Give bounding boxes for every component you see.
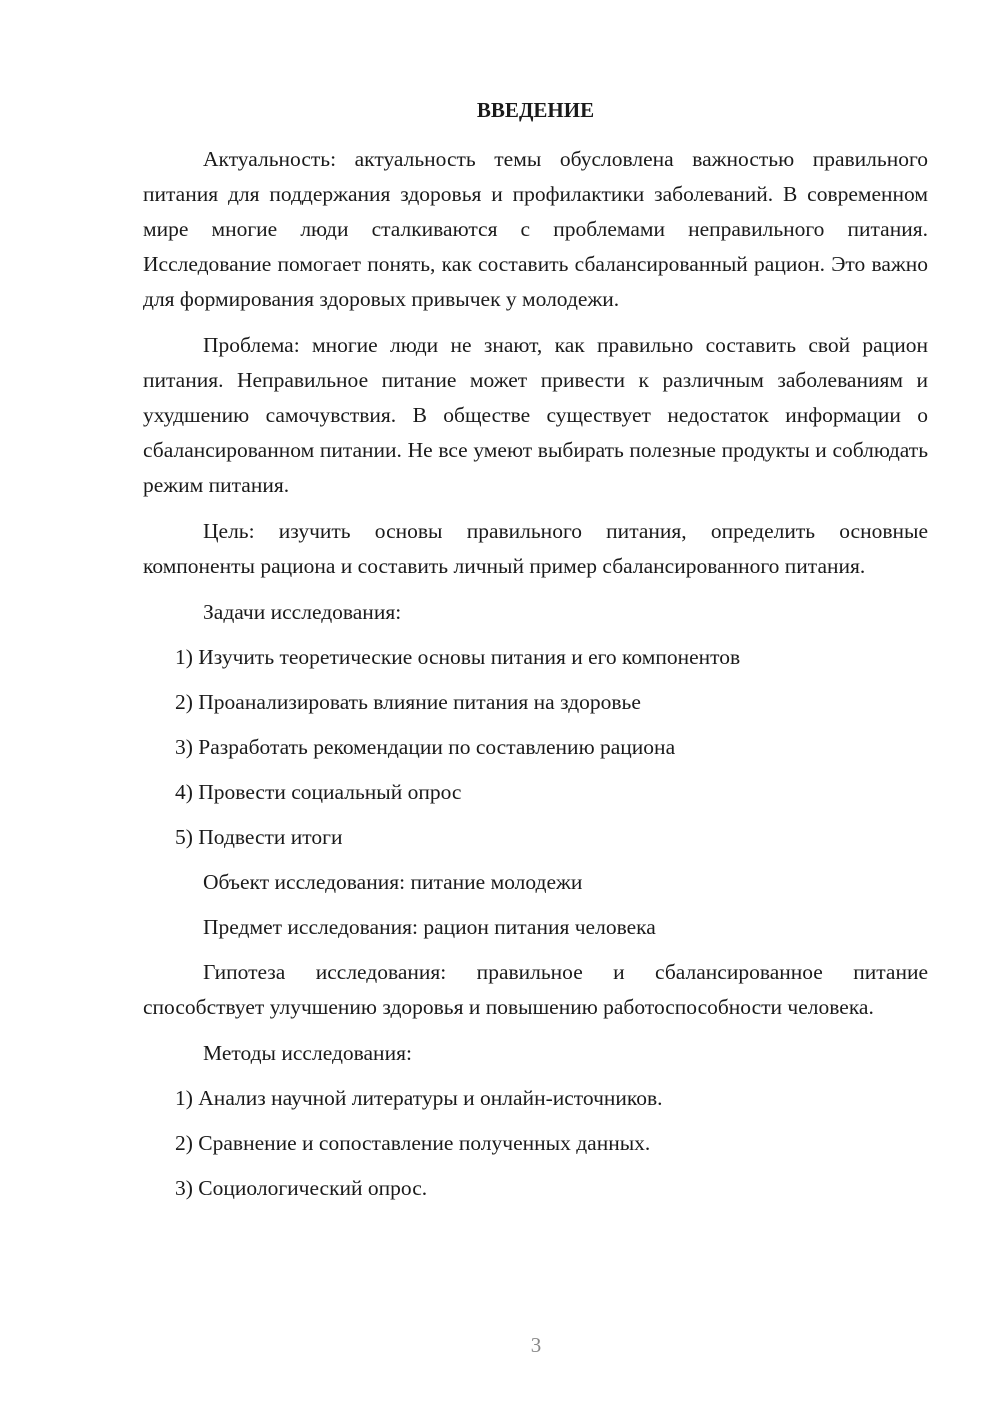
methods-list xyxy=(143,1081,928,1206)
tasks-list xyxy=(143,640,928,855)
method-item: 2) Сравнение и сопоставление полученных данных. xyxy=(175,1131,651,1155)
task-item: 4) Провести социальный опрос xyxy=(175,780,462,804)
research-subject: Предмет исследования: рацион питания человека xyxy=(203,915,656,939)
task-item: 5) Подвести итоги xyxy=(175,825,343,849)
task-item: 2) Проанализировать влияние питания на здоровье xyxy=(175,690,641,714)
methods-heading: Методы исследования: xyxy=(203,1041,412,1065)
goal-paragraph: Цель: изучить основы правильного питания, определить основные компоненты рациона и составить личный пример сбалансированного питания. xyxy=(143,519,928,578)
task-item: 1) Изучить теоретические основы питания и его компонентов xyxy=(175,645,741,669)
hypothesis-paragraph: Гипотеза исследования: правильное и сбалансированное питание способствует улучшению здоровья и повышению работоспособности человека. xyxy=(143,960,928,1019)
document-page xyxy=(143,96,928,1216)
research-object: Объект исследования: питание молодежи xyxy=(203,870,583,894)
method-item: 1) Анализ научной литературы и онлайн-источников. xyxy=(175,1086,663,1110)
page-number: 3 xyxy=(530,1333,542,1357)
tasks-heading: Задачи исследования: xyxy=(203,600,402,624)
relevance-paragraph: Актуальность: актуальность темы обусловлена важностью правильного питания для поддержания здоровья и профилактики заболеваний. В современном мире многие люди сталкиваются с проблемами неправильного питания. Исследование помогает понять, как составить сбалансированный рацион. Это важно для формирования здоровых привычек у молодежи. xyxy=(143,147,928,311)
task-item: 3) Разработать рекомендации по составлению рациона xyxy=(175,735,676,759)
section-title: ВВЕДЕНИЕ xyxy=(476,98,595,122)
problem-paragraph: Проблема: многие люди не знают, как правильно составить свой рацион питания. Неправильное питание может привести к различным заболеваниям и ухудшению самочувствия. В обществе существует недостаток информации о сбалансированном питании. Не все умеют выбирать полезные продукты и соблюдать режим питания. xyxy=(143,333,928,497)
method-item: 3) Социологический опрос. xyxy=(175,1176,428,1200)
